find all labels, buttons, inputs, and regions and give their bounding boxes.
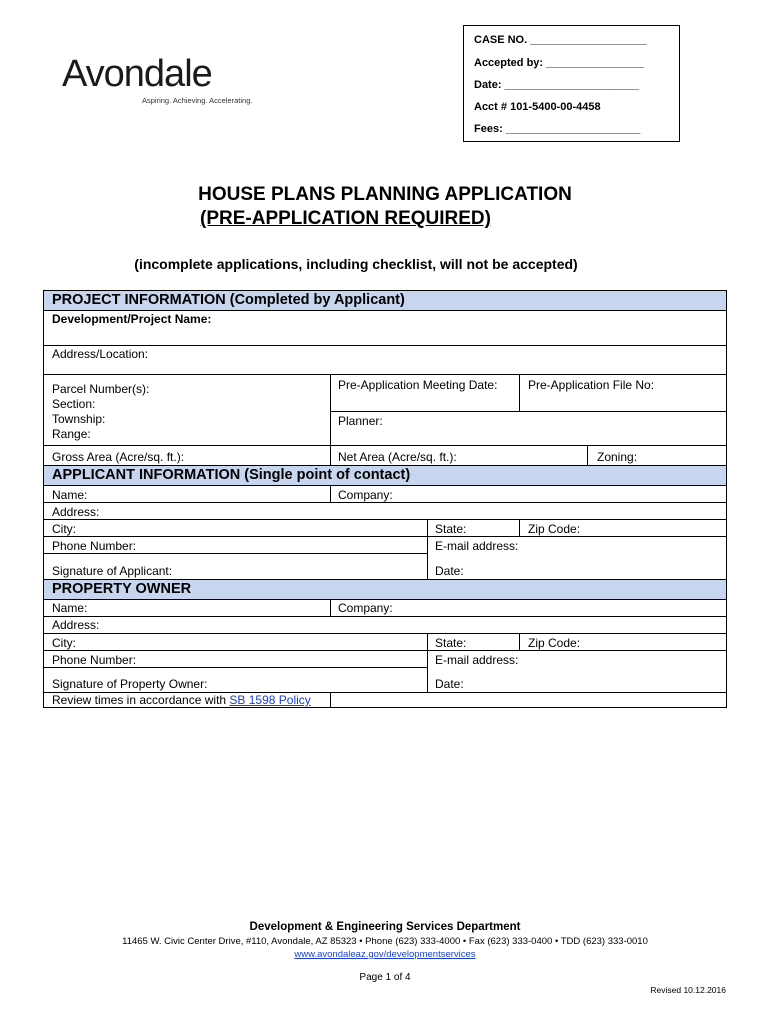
logo-tagline: Aspiring. Achieving. Accelerating.	[142, 96, 253, 105]
applicant-name-label: Name:	[52, 488, 88, 502]
page-subtitle-text: (PRE-APPLICATION REQUIRED)	[200, 208, 491, 229]
owner-name-label: Name:	[52, 601, 88, 615]
divider	[44, 345, 726, 346]
owner-email-label: E-mail address:	[435, 653, 519, 667]
divider	[427, 633, 428, 650]
owner-phone-label: Phone Number:	[52, 653, 137, 667]
divider	[330, 692, 726, 693]
fees-field[interactable]: Fees: ______________________	[474, 123, 641, 135]
acct-number: Acct # 101-5400-00-4458	[474, 101, 601, 113]
owner-signature-label: Signature of Property Owner:	[52, 677, 208, 691]
divider	[44, 310, 726, 311]
pre-meeting-date-label: Pre-Application Meeting Date:	[338, 378, 498, 392]
divider	[330, 374, 331, 445]
revised-date: Revised 10.12.2016	[650, 985, 726, 995]
applicant-phone-label: Phone Number:	[52, 539, 137, 553]
address-location-label: Address/Location:	[52, 347, 149, 361]
divider	[44, 633, 726, 634]
applicant-city-label: City:	[52, 522, 76, 536]
divider	[330, 599, 331, 616]
divider	[427, 519, 428, 536]
divider	[44, 374, 726, 375]
parcel-label: Parcel Number(s):	[52, 382, 150, 396]
owner-city-label: City:	[52, 636, 76, 650]
property-owner-header: PROPERTY OWNER	[44, 580, 726, 599]
applicant-company-label: Company:	[338, 488, 393, 502]
applicant-state-label: State:	[435, 522, 467, 536]
divider	[44, 445, 726, 446]
divider	[519, 519, 520, 536]
divider	[427, 536, 428, 579]
footer-address: 11465 W. Civic Center Drive, #110, Avondale, AZ 85323 • Phone (623) 333-4000 • Fax (623) 333-0400 • TDD (623) 333-0010	[122, 936, 648, 947]
range-label: Range:	[52, 427, 91, 441]
dev-name-label: Development/Project Name:	[52, 312, 212, 326]
divider	[44, 502, 726, 503]
pre-file-no-label: Pre-Application File No:	[528, 378, 655, 392]
divider	[330, 445, 331, 465]
applicant-zip-label: Zip Code:	[528, 522, 581, 536]
zoning-label: Zoning:	[597, 450, 638, 464]
page-title: HOUSE PLANS PLANNING APPLICATION	[198, 184, 572, 205]
page-number: Page 1 of 4	[359, 972, 411, 983]
divider	[587, 445, 588, 465]
owner-company-label: Company:	[338, 601, 393, 615]
divider	[519, 633, 520, 650]
divider	[330, 411, 726, 412]
planner-label: Planner:	[338, 414, 383, 428]
sb-1598-policy-link[interactable]: SB 1598 Policy	[229, 693, 311, 707]
divider	[44, 485, 726, 486]
owner-zip-label: Zip Code:	[528, 636, 581, 650]
applicant-info-header: APPLICANT INFORMATION (Single point of contact)	[44, 466, 726, 485]
owner-date-label: Date:	[435, 677, 464, 691]
owner-address-label: Address:	[52, 618, 100, 632]
accepted-by-field[interactable]: Accepted by: ________________	[474, 57, 645, 69]
footer-department: Development & Engineering Services Department	[249, 921, 521, 933]
divider	[44, 536, 726, 537]
gross-area-label: Gross Area (Acre/sq. ft.):	[52, 450, 185, 464]
footer-website-link[interactable]: www.avondaleaz.gov/developmentservices	[294, 949, 476, 960]
divider	[519, 374, 520, 411]
section-label: Section:	[52, 397, 96, 411]
logo-wordmark: Avondale	[62, 53, 212, 95]
applicant-date-label: Date:	[435, 564, 464, 578]
project-info-header: PROJECT INFORMATION (Completed by Applicant)	[44, 291, 726, 310]
township-label: Township:	[52, 412, 106, 426]
applicant-email-label: E-mail address:	[435, 539, 519, 553]
case-no-field[interactable]: CASE NO. ___________________	[474, 34, 647, 46]
applicant-address-label: Address:	[52, 505, 100, 519]
divider	[330, 485, 331, 502]
divider	[44, 519, 726, 520]
divider	[44, 553, 427, 554]
avondale-logo	[62, 52, 262, 112]
case-info-box	[463, 25, 680, 142]
case-date-field[interactable]: Date: ______________________	[474, 79, 640, 91]
divider	[44, 650, 726, 651]
application-form	[43, 290, 727, 708]
owner-state-label: State:	[435, 636, 467, 650]
divider	[427, 650, 428, 692]
applicant-signature-label: Signature of Applicant:	[52, 564, 173, 578]
divider	[44, 599, 726, 600]
divider	[44, 616, 726, 617]
review-times-label: Review times in accordance with	[52, 693, 230, 707]
net-area-label: Net Area (Acre/sq. ft.):	[338, 450, 457, 464]
divider	[330, 692, 331, 708]
divider	[44, 667, 427, 668]
incomplete-note: (incomplete applications, including checklist, will not be accepted)	[134, 256, 578, 272]
review-times-text	[52, 693, 311, 708]
